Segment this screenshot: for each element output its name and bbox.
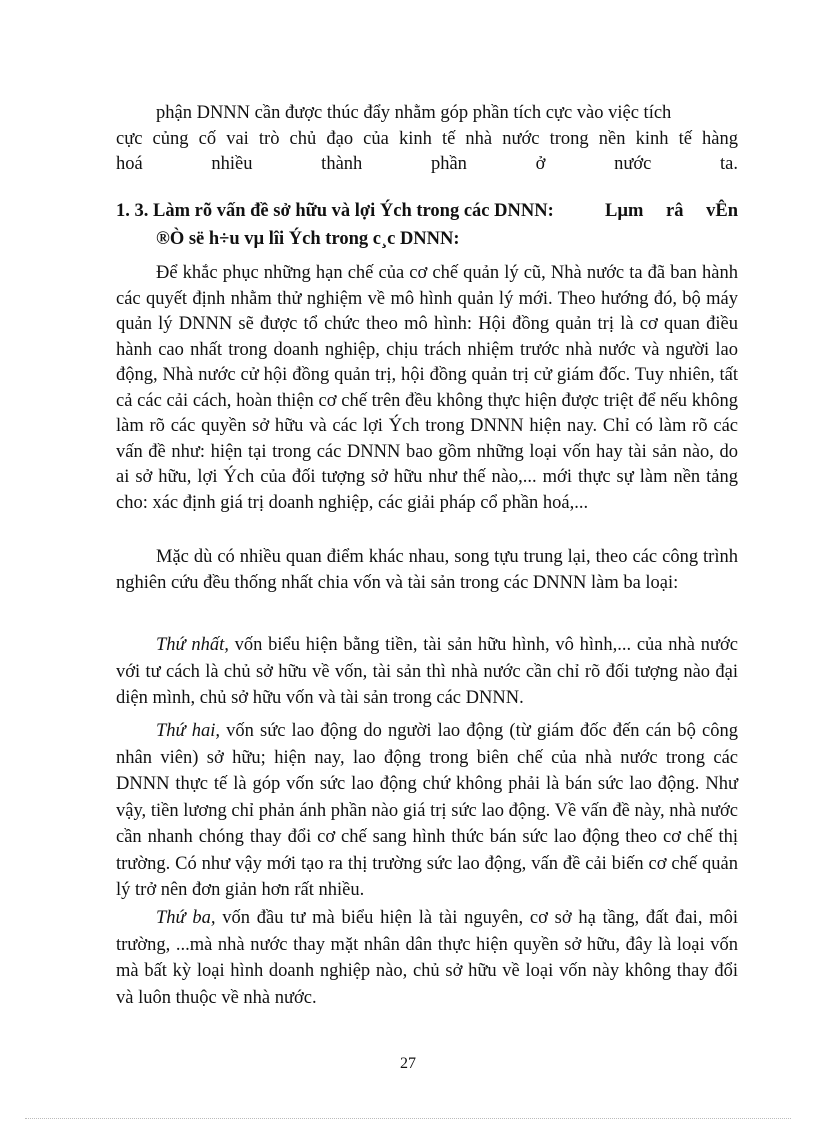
- paragraph-5: [116, 905, 738, 1011]
- paragraph-4-lead: Thứ hai,: [156, 721, 221, 741]
- intro-line-1: phận DNNN cần được thúc đẩy nhằm góp phần tích cực vào việc tích: [156, 103, 672, 123]
- bottom-divider: [25, 1118, 791, 1119]
- paragraph-5-body: vốn đầu tư mà biểu hiện là tài nguyên, cơ sở hạ tầng, đất đai, môi trường, ...mà nhà nước thay mặt nhân dân thực hiện quyền sở hữu, đây là loại vốn mà bất kỳ loại hình doanh nghiệp nào, chủ sở hữu về loại vốn này không thay đổi và luôn thuộc về nhà nước.: [116, 908, 738, 1008]
- page-number: 27: [400, 1055, 416, 1072]
- heading-number: 1. 3.: [116, 201, 149, 221]
- heading-garbled-1: Lµm râ vÊn: [605, 201, 738, 221]
- paragraph-3: [116, 632, 738, 712]
- paragraph-2: Mặc dù có nhiều quan điểm khác nhau, song tựu trung lại, theo các công trình nghiên cứu đều thống nhất chia vốn và tài sản trong các DNNN làm ba loại:: [116, 547, 738, 593]
- paragraph-1: Để khắc phục những hạn chế của cơ chế quản lý cũ, Nhà nước ta đã ban hành các quyết định nhằm thử nghiệm về mô hình quản lý mới. Theo hướng đó, bộ máy quản lý DNNN sẽ được tổ chức theo mô hình: Hội đồng quản trị là cơ quan điều hành cao nhất trong doanh nghiệp, chịu trách nhiệm trước nhà nước và người lao động, Nhà nước cử hội đồng quản trị, hội đồng quản trị cử giám đốc. Tuy nhiên, tất cả các cải cách, hoàn thiện cơ chế trên đều không thực hiện được triệt để nếu không làm rõ các quyền sở hữu và các lợi Ých trong DNNN hiện nay. Chỉ có làm rõ các vấn đề như: hiện tại trong các DNNN bao gồm những loại vốn hay tài sản nào, do ai sở hữu, lợi Ých của đối tượng sở hữu như thế nào,... mới thực sự làm nền tảng cho: xác định giá trị doanh nghiệp, các giải pháp cổ phần hoá,...: [116, 263, 738, 513]
- paragraph-3-lead: Thứ nhất,: [156, 635, 229, 655]
- intro-paragraph: [116, 101, 738, 178]
- intro-line-2: cực củng cố vai trò chủ đạo của kinh tế nhà nước trong nền kinh tế hàng: [116, 128, 738, 149]
- intro-line-3: hoá nhiều thành phần ở nước ta.: [116, 154, 738, 174]
- heading-title: Làm rõ vấn đề sở hữu và lợi Ých trong các DNNN:: [153, 201, 554, 221]
- heading-garbled-2: ®Ò së h÷u vµ lîi Ých trong c¸c DNNN:: [156, 229, 460, 249]
- paragraph-4-body: vốn sức lao động do người lao động (từ giám đốc đến cán bộ công nhân viên) sở hữu; hiện nay, lao động trong biên chế của nhà nước trong các DNNN thực tế là góp vốn sức lao động chứ không phải là bán sức lao động. Như vậy, tiền lương chỉ phản ánh phần nào giá trị sức lao động. Về vấn đề này, nhà nước cần nhanh chóng thay đổi cơ chế sang hình thức bán sức lao động theo cơ chế thị trường. Có như vậy mới tạo ra thị trường sức lao động, vấn đề cải biến cơ chế quản lý trở nên đơn giản hơn rất nhiều.: [116, 721, 738, 900]
- section-heading: [116, 197, 738, 253]
- paragraph-4: [116, 718, 738, 904]
- heading-line-1: [116, 197, 738, 225]
- paragraph-5-lead: Thứ ba,: [156, 908, 216, 928]
- paragraph-3-body: vốn biểu hiện bằng tiền, tài sản hữu hình, vô hình,... của nhà nước với tư cách là chủ sở hữu về vốn, tài sản thì nhà nước cần chỉ rõ đối tượng nào đại diện mình, chủ sở hữu vốn và tài sản trong các DNNN.: [116, 635, 738, 708]
